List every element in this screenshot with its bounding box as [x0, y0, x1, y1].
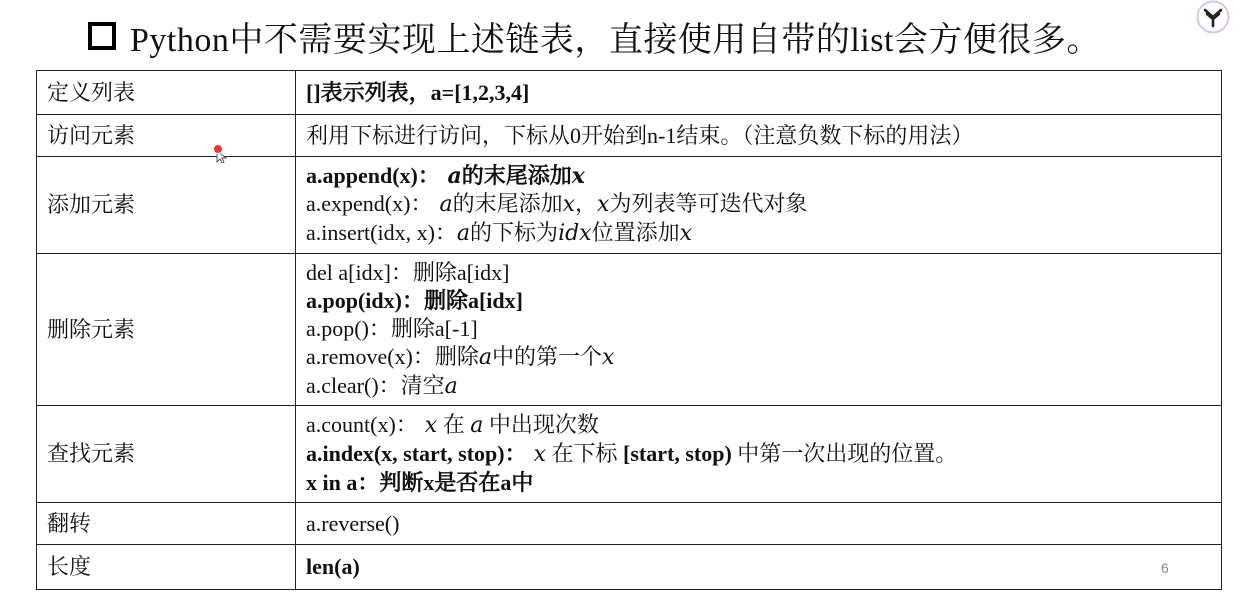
- description-line: [306, 259, 1211, 287]
- description-line: [306, 510, 1211, 538]
- text-segment: []表示列表，a=[1,2,3,4]: [306, 79, 530, 105]
- text-segment: [start, stop): [623, 441, 732, 466]
- description-line: [306, 343, 1211, 372]
- text-segment: a.append(x)：: [306, 163, 440, 188]
- mouse-cursor-icon: [212, 143, 228, 163]
- text-segment: a.remove(x)：删除: [306, 343, 479, 369]
- text-segment: a: [456, 221, 471, 246]
- table-row: [37, 545, 1222, 590]
- row-label: 长度: [37, 545, 296, 590]
- text-segment: 中的第一个: [492, 343, 603, 369]
- description-line: [306, 553, 1211, 581]
- text-segment: 在: [437, 412, 471, 437]
- slide-title: [88, 14, 1101, 58]
- text-segment: 在下标: [546, 441, 624, 466]
- text-segment: 为列表等可迭代对象: [609, 191, 808, 216]
- row-description: [296, 157, 1222, 254]
- description-line: [306, 79, 1211, 107]
- text-segment: x: [526, 442, 547, 467]
- row-label: 添加元素: [37, 157, 296, 254]
- row-label: 查找元素: [37, 406, 296, 503]
- table-row: [37, 71, 1222, 115]
- row-description: [296, 71, 1222, 115]
- text-segment: a.expend(x)：: [306, 191, 433, 216]
- row-description: [296, 254, 1222, 406]
- text-segment: a.insert(idx, x)：: [306, 220, 457, 245]
- slide-title-text: Python中不需要实现上述链表，直接使用自带的list会方便很多。: [130, 21, 1101, 59]
- table-row: [37, 503, 1222, 545]
- text-segment: x: [602, 344, 615, 370]
- description-line: [306, 372, 1211, 401]
- row-description: [296, 115, 1222, 157]
- text-segment: a.pop(idx)：删除a[idx]: [306, 287, 523, 313]
- text-segment: a: [444, 373, 458, 399]
- text-segment: a: [478, 344, 493, 370]
- square-bullet-icon: [88, 22, 116, 50]
- text-segment: 中出现次数: [483, 412, 599, 437]
- description-line: [306, 190, 1211, 219]
- row-description: [296, 545, 1222, 590]
- text-segment: x: [597, 192, 610, 217]
- text-segment: ，: [575, 191, 598, 216]
- table-row: [37, 406, 1222, 503]
- description-line: [306, 315, 1211, 343]
- page-number: 6: [1161, 560, 1169, 576]
- text-segment: x in a：判断x是否在a中: [306, 470, 534, 495]
- text-segment: del a[idx]：删除a[idx]: [306, 259, 510, 285]
- row-description: [296, 503, 1222, 545]
- text-segment: 位置添加: [591, 220, 680, 245]
- description-line: [306, 122, 1211, 150]
- text-segment: 的下标为: [470, 220, 559, 245]
- text-segment: 的末尾添加: [452, 191, 563, 216]
- text-segment: 中第一次出现的位置。: [731, 441, 958, 466]
- description-line: [306, 469, 1211, 497]
- row-label: 删除元素: [37, 254, 296, 406]
- text-segment: x: [571, 163, 585, 189]
- row-description: [296, 406, 1222, 503]
- table-row: [37, 254, 1222, 406]
- description-line: [306, 440, 1211, 469]
- text-segment: a: [470, 413, 484, 438]
- logo-icon: [1196, 0, 1230, 34]
- text-segment: a.pop()：删除a[-1]: [306, 315, 478, 341]
- row-label: 访问元素: [37, 115, 296, 157]
- row-label: 翻转: [37, 503, 296, 545]
- text-segment: x: [562, 192, 575, 217]
- description-line: [306, 219, 1211, 248]
- text-segment: len(a): [306, 554, 360, 579]
- text-segment: a: [432, 192, 453, 217]
- text-segment: a.count(x)：: [306, 412, 418, 437]
- text-segment: a: [439, 163, 462, 189]
- text-segment: a.reverse(): [306, 510, 400, 536]
- text-segment: idx: [558, 221, 592, 246]
- text-segment: x: [679, 221, 693, 246]
- text-segment: 利用下标进行访问，下标从0开始到n-1结束。（注意负数下标的用法）: [306, 122, 974, 148]
- description-line: [306, 162, 1211, 190]
- table-row: [37, 157, 1222, 254]
- row-label: 定义列表: [37, 71, 296, 115]
- text-segment: a.clear()：清空: [306, 372, 445, 398]
- description-line: [306, 411, 1211, 440]
- text-segment: 的末尾添加: [461, 163, 572, 188]
- text-segment: x: [417, 413, 438, 438]
- text-segment: a.index(x, start, stop)：: [306, 441, 527, 466]
- description-line: [306, 287, 1211, 315]
